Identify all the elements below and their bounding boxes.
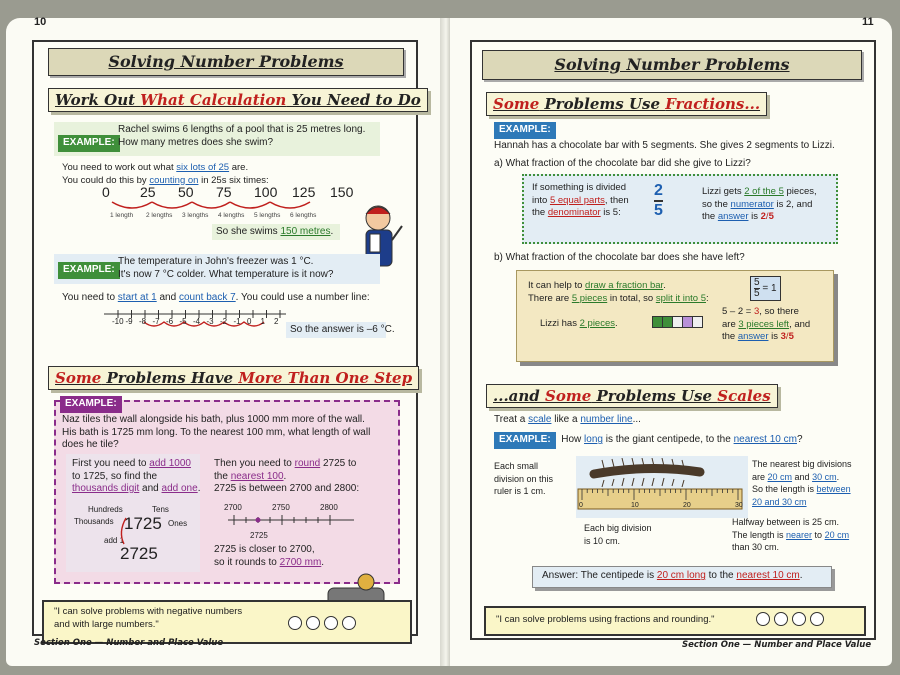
count-value: 25 — [140, 184, 156, 200]
step2-text: Then you need to round 2725 to the nearest 100. 2725 is between 2700 and 2800: — [214, 458, 360, 494]
count-value: 150 — [330, 184, 354, 200]
lizzi-has-text: Lizzi has 2 pieces. — [540, 318, 618, 329]
answer-temperature: So the answer is –6 °C. — [290, 324, 395, 335]
footer-left: Section One — Number and Place Value — [34, 638, 224, 648]
length-label: 6 lengths — [290, 212, 317, 219]
page-number-right: 11 — [862, 16, 874, 28]
footer-right: Section One — Number and Place Value — [682, 640, 872, 650]
self-check-ratings-left[interactable] — [286, 616, 358, 630]
example-question: Rachel swims 6 lengths of a pool that is 25 metres long. How many metres does she swim? — [118, 124, 366, 148]
self-check-ratings-right[interactable] — [754, 612, 826, 626]
question-b: b) What fraction of the chocolate bar does she have left? — [494, 252, 745, 263]
number-line-label: -10 — [112, 317, 124, 326]
length-label: 5 lengths — [254, 212, 281, 219]
section-heading-fractions: Some Problems Use Fractions... — [486, 92, 767, 116]
section-heading-more-steps: Some Problems Have More Than One Step — [48, 366, 419, 390]
page-title-left: Solving Number Problems — [48, 48, 404, 76]
count-value: 75 — [216, 184, 232, 200]
working-text: You need to work out what six lots of 25 are. You could do this by counting on in 25s six times: — [62, 162, 269, 186]
section-heading-calculation: Work Out What Calculation You Need to Do — [48, 88, 428, 112]
number-2725: 2725 — [120, 544, 158, 563]
ruler-label: 30 — [735, 502, 743, 509]
small-division-note: Each small division on this ruler is 1 cm. — [494, 461, 554, 496]
count-arrows — [100, 198, 330, 216]
ruler-label: 20 — [683, 502, 691, 509]
point-2725: 2725 — [250, 531, 268, 540]
fraction-bar-segment — [692, 316, 703, 328]
ruler-label: 10 — [631, 502, 639, 509]
number-line-label: -5 — [179, 317, 187, 326]
nearest-divisions-note: The nearest big divisions are 20 cm and 30 cm. So the length is between 20 and 30 cm — [752, 459, 852, 507]
count-value: 0 — [102, 184, 110, 200]
number-line-label: -8 — [139, 317, 147, 326]
example2-working: You need to start at 1 and count back 7. You could use a number line: — [62, 292, 370, 303]
answer-swims: So she swims 150 metres. — [216, 226, 334, 237]
denominator-text: If something is divided into 5 equal parts, then the denominator is 5: — [532, 182, 629, 218]
chocolate-intro: Hannah has a chocolate bar with 5 segments. She gives 2 segments to Lizzi. — [494, 140, 835, 151]
big-division-note: Each big division is 10 cm. — [584, 523, 652, 546]
number-line-label: 0 — [247, 317, 252, 326]
ruler — [576, 488, 746, 510]
numerator-text: Lizzi gets 2 of the 5 pieces, so the numerator is 2, and the answer is 2/5 — [702, 186, 817, 222]
step1-text: First you need to add 1000 to 1725, so find the thousands digit and add one. — [72, 458, 201, 494]
number-line-label: 2 — [274, 317, 279, 326]
rounding-tick-label: 2700 — [224, 503, 242, 512]
page-number-left: 10 — [34, 16, 47, 28]
label-ones: Ones — [168, 519, 188, 528]
number-line-label: -9 — [125, 317, 133, 326]
self-check-text-left: "I can solve problems with negative numbers and with large numbers." — [54, 606, 243, 630]
count-value: 50 — [178, 184, 194, 200]
example-badge-right: EXAMPLE: — [494, 122, 556, 139]
number-line-label: 1 — [260, 317, 265, 326]
add-one-arrow — [112, 510, 152, 550]
label-add-1: add 1 — [104, 536, 125, 545]
rounding-tick-label: 2750 — [272, 503, 290, 512]
number-line-label: -4 — [193, 317, 201, 326]
number-line-label: -7 — [152, 317, 160, 326]
rounding-tick-label: 2800 — [320, 503, 338, 512]
count-value: 100 — [254, 184, 278, 200]
question-a: a) What fraction of the chocolate bar did she give to Lizzi? — [494, 158, 751, 169]
label-thousands: Thousands — [74, 517, 114, 526]
length-label: 1 length — [110, 212, 134, 219]
scales-question: EXAMPLE: How long is the giant centipede, to the nearest 10 cm? — [494, 432, 803, 449]
example3-badge: EXAMPLE: — [60, 396, 122, 413]
number-1725: 1725 — [124, 514, 162, 533]
rounding-number-line — [228, 512, 358, 532]
example3-question: Naz tiles the wall alongside his bath, plus 1000 mm more of the wall. His bath is 1725 mm long. To the nearest 100 mm, what length of wall does he tile? — [62, 414, 371, 450]
number-line-label: -1 — [233, 317, 241, 326]
remaining-text: 5 – 2 = 3, so there are 3 pieces left, and the answer is 3/5 — [722, 306, 811, 342]
halfway-note: Halfway between is 25 cm. The length is nearer to 20 cm than 30 cm. — [732, 517, 850, 552]
example2-question: The temperature in John's freezer was 1 °C. It's now 7 °C colder. What temperature is it now? — [118, 256, 334, 280]
count-value: 125 — [292, 184, 316, 200]
book-gutter — [440, 18, 450, 666]
label-hundreds: Hundreds — [88, 505, 123, 514]
length-label: 4 lengths — [218, 212, 245, 219]
number-line-label: -2 — [220, 317, 228, 326]
length-label: 3 lengths — [182, 212, 209, 219]
section-heading-scales: ...and Some Problems Use Scales — [486, 384, 778, 408]
example2-badge: EXAMPLE: — [58, 262, 120, 279]
length-label: 2 lengths — [146, 212, 173, 219]
page-title-right: Solving Number Problems — [482, 50, 862, 80]
label-tens: Tens — [152, 505, 169, 514]
example-badge: EXAMPLE: — [58, 135, 120, 152]
step2-conclusion: 2725 is closer to 2700, so it rounds to 2700 mm. — [214, 544, 325, 568]
fraction-two-fifths: 2 5 — [654, 182, 663, 219]
ruler-label: 0 — [579, 502, 583, 509]
self-check-text-right: "I can solve problems using fractions and rounding." — [496, 614, 715, 625]
centipede-icon — [580, 458, 750, 488]
scales-intro: Treat a scale like a number line... — [494, 414, 641, 425]
number-line-label: -6 — [166, 317, 174, 326]
whole-fraction-badge: $\frac{5}{5}$ = 1 — [750, 276, 781, 301]
fraction-bar-text: It can help to draw a fraction bar. There are 5 pieces in total, so split it into 5: — [528, 280, 709, 304]
answer-centipede: Answer: The centipede is 20 cm long to the nearest 10 cm. — [542, 570, 803, 581]
number-line-label: -3 — [206, 317, 214, 326]
